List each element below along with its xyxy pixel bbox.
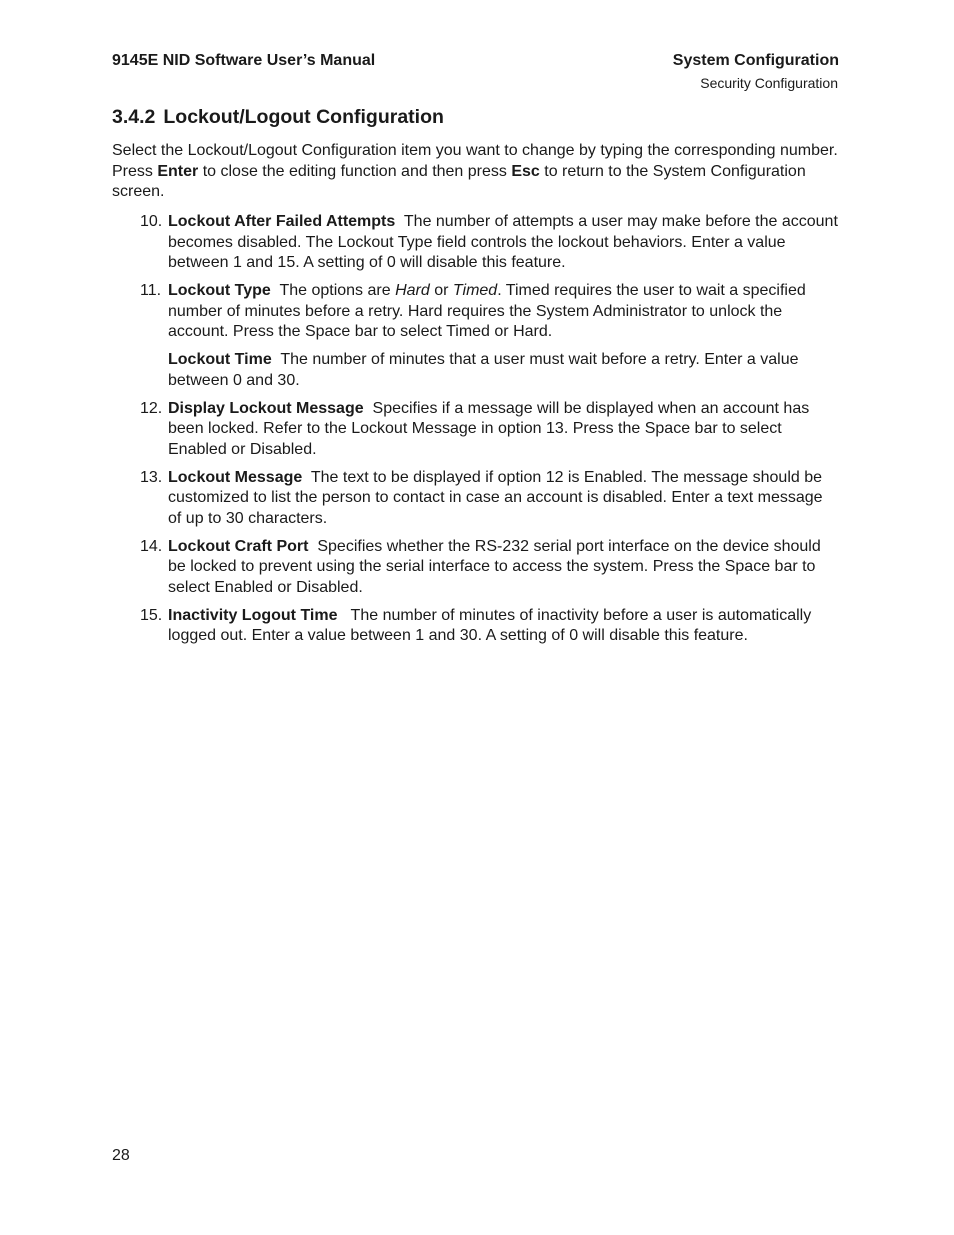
item-description-3: . Timed requires the user to wait a specified number of minutes before a retry. Hard requires the System Administrator to unlock the account. Press the Space bar to select Timed or Hard. xyxy=(168,282,806,340)
list-item-lockout-after-failed-attempts xyxy=(112,212,840,274)
intro-text-1: Select the Lockout/Logout Configuration item you want to change by typing the corresponding number. Press xyxy=(112,142,838,180)
option-timed: Timed xyxy=(452,282,498,299)
esc-key-label: Esc xyxy=(511,162,540,180)
intro-paragraph xyxy=(112,141,840,203)
item-term: Display Lockout Message xyxy=(168,399,364,417)
item-term: Lockout Message xyxy=(168,468,303,486)
item-description-2: or xyxy=(429,282,453,299)
section-title-text: Lockout/Logout Configuration xyxy=(163,106,444,128)
section-heading xyxy=(112,106,444,129)
intro-text-3: to return to the System Configuration screen. xyxy=(112,162,806,200)
enter-key-label: Enter xyxy=(157,162,199,180)
item-description: The text to be displayed if option 12 is Enabled. The message should be customized to list the person to contact in case an account is disabled. Enter a text message of up to 30 characters. xyxy=(168,468,823,527)
section-number: 3.4.2 xyxy=(112,106,156,128)
item-description: Specifies whether the RS-232 serial port interface on the device should be locked to prevent using the serial interface to access the system. Press the Space bar to select Enabled or Disabled. xyxy=(168,537,821,596)
document-title: 9145E NID Software User’s Manual xyxy=(112,52,376,69)
item-term: Inactivity Logout Time xyxy=(168,606,338,624)
subsection-title: Security Configuration xyxy=(700,75,838,91)
item-description-1: The options are xyxy=(279,282,396,299)
list-item-inactivity-logout-time xyxy=(112,606,840,647)
chapter-title: System Configuration xyxy=(672,52,839,69)
list-item-lockout-craft-port xyxy=(112,537,840,599)
item-number: 15. xyxy=(140,606,163,624)
list-item-lockout-message xyxy=(112,468,840,530)
item-description: The number of minutes that a user must wait before a retry. Enter a value between 0 and 30. xyxy=(168,351,799,389)
item-description: The number of attempts a user may make before the account becomes disabled. The Lockout Type field controls the lockout behaviors. Enter a value between 1 and 15. A setting of 0 will disable this feature. xyxy=(168,213,838,271)
item-number: 11. xyxy=(140,282,162,299)
list-item-lockout-type xyxy=(112,281,840,343)
item-term: Lockout After Failed Attempts xyxy=(168,213,396,230)
page-number: 28 xyxy=(112,1147,130,1164)
item-description: Specifies if a message will be displayed when an account has been locked. Refer to the Lockout Message in option 13. Press the Space bar to select Enabled or Disabled. xyxy=(168,399,810,458)
item-description: The number of minutes of inactivity before a user is automatically logged out. Enter a value between 1 and 30. A setting of 0 will disable this feature. xyxy=(168,606,812,644)
list-item-lockout-time xyxy=(112,350,840,391)
item-number: 14. xyxy=(140,537,163,555)
config-item-list xyxy=(112,212,840,654)
list-item-display-lockout-message xyxy=(112,399,840,461)
item-term: Lockout Type xyxy=(168,282,271,299)
item-term: Lockout Craft Port xyxy=(168,537,309,555)
item-term: Lockout Time xyxy=(168,351,272,368)
option-hard: Hard xyxy=(395,282,430,299)
item-number: 12. xyxy=(140,399,163,417)
intro-text-2: to close the editing function and then press xyxy=(198,162,512,180)
item-number: 10. xyxy=(140,213,163,230)
item-number: 13. xyxy=(140,468,163,486)
